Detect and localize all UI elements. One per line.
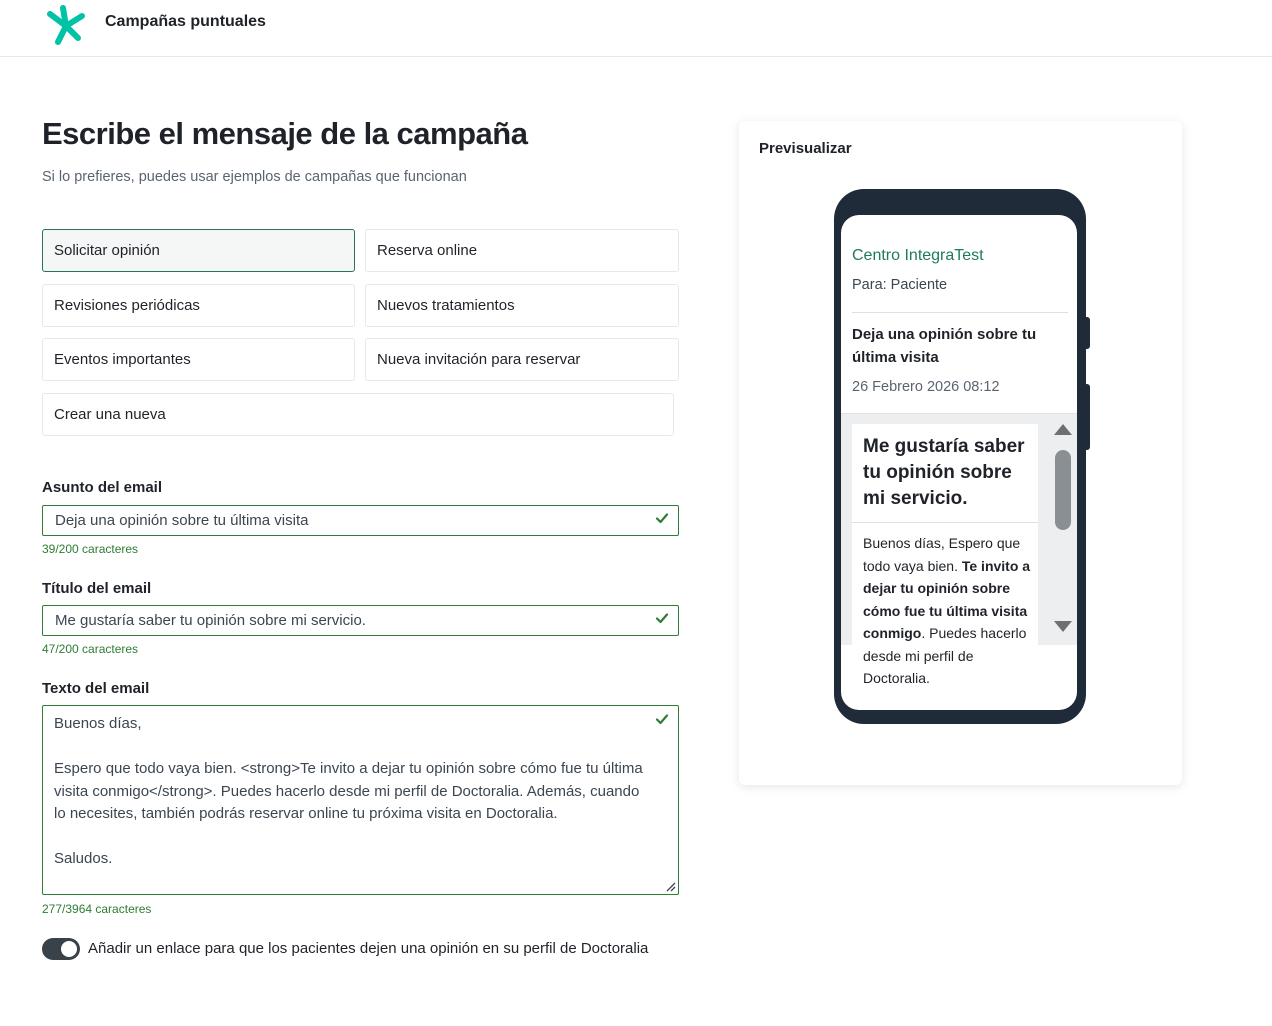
email-content — [852, 424, 1038, 686]
check-icon — [655, 611, 669, 625]
template-revisiones-periodicas[interactable]: Revisiones periódicas — [42, 284, 355, 327]
text-line: visita conmigo</strong>. Puedes hacerlo desde mi perfil de Doctoralia. Además, cuando — [54, 782, 640, 800]
text-textarea[interactable] — [42, 705, 679, 895]
app-header — [0, 0, 1272, 57]
preview-date: 26 Febrero 2026 08:12 — [852, 379, 1000, 395]
preview-email-title: Me gustaría saber tu opinión sobre mi servicio. — [863, 436, 1025, 509]
page-title: Escribe el mensaje de la campaña — [42, 116, 528, 151]
template-solicitar-opinion[interactable]: Solicitar opinión — [42, 229, 355, 272]
review-link-toggle-label: Añadir un enlace para que los pacientes dejen una opinión en su perfil de Doctoralia — [88, 940, 649, 957]
template-reserva-online[interactable]: Reserva online — [365, 229, 679, 272]
text-line — [54, 826, 648, 849]
subject-counter: 39/200 caracteres — [42, 542, 139, 556]
scroll-up-arrow-icon[interactable] — [1053, 422, 1073, 436]
check-icon — [655, 511, 669, 525]
template-nueva-invitacion[interactable]: Nueva invitación para reservar — [365, 338, 679, 381]
subject-value: Deja una opinión sobre tu última visita — [55, 512, 309, 529]
preview-recipient: Para: Paciente — [852, 277, 948, 293]
resize-grip-icon[interactable] — [664, 880, 676, 892]
email-text-strong: Te invito a dejar tu opinión sobre cómo fue tu última visita conmigo — [863, 557, 1031, 641]
text-counter: 277/3964 caracteres — [42, 902, 152, 916]
scrollbar-thumb[interactable] — [1055, 450, 1071, 530]
check-icon — [655, 712, 669, 726]
email-text-part: Buenos días, Espero que todo vaya bien. — [863, 535, 1021, 574]
preview-email-body[interactable] — [841, 414, 1077, 686]
text-line: Buenos días, — [54, 715, 142, 732]
divider — [852, 312, 1068, 313]
phone-screen — [841, 215, 1077, 710]
preview-label: Previsualizar — [759, 140, 852, 157]
subject-label: Asunto del email — [42, 479, 163, 496]
subject-input[interactable] — [42, 505, 679, 536]
preview-card — [739, 121, 1182, 785]
template-nuevos-tratamientos[interactable]: Nuevos tratamientos — [365, 284, 679, 327]
phone-mockup — [834, 189, 1086, 724]
title-input[interactable] — [42, 605, 679, 636]
email-text-part: . Puedes hacerlo desde mi perfil de Doctoralia. — [863, 625, 1027, 686]
page-subtitle: Si lo prefieres, puedes usar ejemplos de campañas que funcionan — [42, 169, 467, 185]
template-eventos-importantes[interactable]: Eventos importantes — [42, 338, 355, 381]
preview-sender: Centro IntegraTest — [852, 247, 984, 264]
header-title: Campañas puntuales — [105, 13, 266, 30]
phone-side-button — [1084, 384, 1090, 450]
text-label: Texto del email — [42, 680, 150, 697]
review-link-toggle[interactable] — [42, 938, 80, 960]
toggle-knob — [61, 941, 77, 957]
text-line: Espero que todo vaya bien. <strong>Te invito a dejar tu opinión sobre cómo fue tu última — [54, 760, 643, 777]
title-value: Me gustaría saber tu opinión sobre mi servicio. — [55, 612, 366, 629]
preview-email-text — [863, 532, 1033, 690]
doctoralia-logo-icon[interactable] — [44, 4, 88, 44]
phone-side-button — [1084, 317, 1090, 349]
text-line — [54, 736, 648, 759]
title-counter: 47/200 caracteres — [42, 642, 139, 656]
template-crear-nueva[interactable]: Crear una nueva — [42, 393, 674, 436]
title-label: Título del email — [42, 580, 152, 597]
text-line: lo necesites, también podrás reservar online tu próxima visita en Doctoralia. — [54, 805, 558, 822]
text-line: Saludos. — [54, 850, 113, 867]
divider — [852, 522, 1038, 523]
preview-subject: Deja una opinión sobre tu última visita — [852, 326, 1037, 366]
scroll-down-arrow-icon[interactable] — [1053, 620, 1073, 634]
